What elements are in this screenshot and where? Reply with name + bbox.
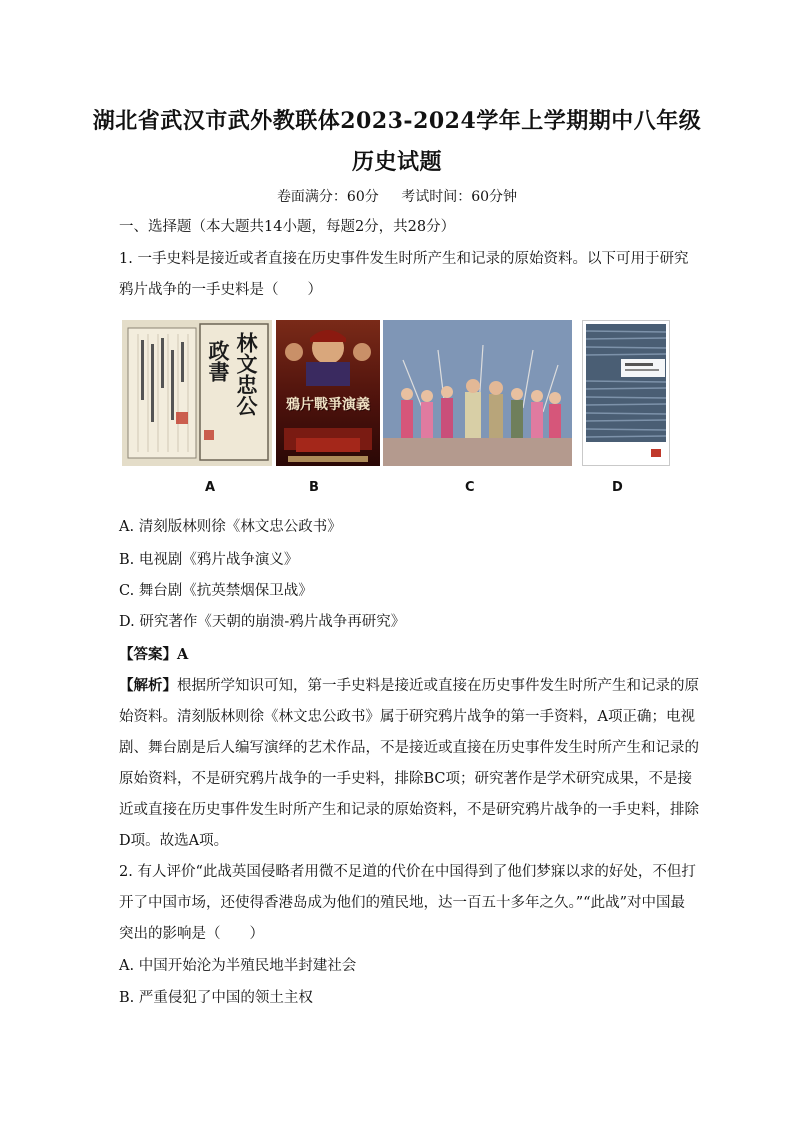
figure-b-tv-poster xyxy=(276,320,380,466)
q1-answer: 【答案】A xyxy=(119,646,189,663)
figure-c-stage-play xyxy=(383,320,572,466)
q1-stem-line2: 鸦片战争的一手史料是（ ） xyxy=(119,282,322,298)
q1-option-c: C. 舞台剧《抗英禁烟保卫战》 xyxy=(119,583,313,599)
figure-a-ancient-book xyxy=(122,320,272,466)
q2-stem-line1: 2. 有人评价“此战英国侵略者用微不足道的代价在中国得到了他们梦寐以求的好处，不但打 xyxy=(119,864,696,880)
q1-option-d: D. 研究著作《天朝的崩溃-鸦片战争再研究》 xyxy=(119,614,406,630)
figure-d-research-book xyxy=(582,320,670,466)
q1-analysis-line4: 原始资料，不是研究鸦片战争的一手史料，排除BC项；研究著作是学术研究成果，不是接 xyxy=(119,771,693,787)
book-subtitle-vertical: 政書 xyxy=(206,340,231,382)
figure-label-a: A xyxy=(205,480,216,495)
full-score: 卷面满分：60分 xyxy=(276,189,379,205)
q1-analysis-line2: 始资料。清刻版林则徐《林文忠公政书》属于研究鸦片战争的第一手资料，A项正确；电视 xyxy=(119,709,695,725)
q2-stem-line2: 开了中国市场，还使得香港岛成为他们的殖民地，达一百五十多年之久。”“此战”对中国最 xyxy=(119,895,685,911)
exam-title: 湖北省武汉市武外教联体2023-2024学年上学期期中八年级 xyxy=(92,108,702,134)
book-title-vertical: 林文忠公 xyxy=(234,332,259,416)
tv-poster-title: 鴉片戰爭演義 xyxy=(286,397,370,413)
tv-poster-image xyxy=(276,320,380,466)
q1-analysis-line1: 【解析】根据所学知识可知，第一手史料是接近或直接在历史事件发生时所产生和记录的原 xyxy=(119,677,699,694)
figure-label-d: D xyxy=(612,480,623,495)
section-heading: 一、选择题（本大题共14小题，每题2分，共28分） xyxy=(119,219,456,235)
q2-option-a: A. 中国开始沦为半殖民地半封建社会 xyxy=(119,958,357,974)
q1-analysis-line3: 剧、舞台剧是后人编写演绎的艺术作品，不是接近或直接在历史事件发生时所产生和记录的 xyxy=(119,740,699,756)
exam-meta xyxy=(0,186,794,206)
stage-play-image xyxy=(383,320,572,466)
q1-analysis-line6: D项。故选A项。 xyxy=(119,833,229,849)
analysis-label: 【解析】 xyxy=(119,677,177,694)
figure-label-b: B xyxy=(309,480,319,495)
q2-stem-line3: 突出的影响是（ ） xyxy=(119,926,264,942)
q1-option-a: A. 清刻版林则徐《林文忠公政书》 xyxy=(119,519,342,535)
q2-option-b: B. 严重侵犯了中国的领土主权 xyxy=(119,990,313,1006)
q1-stem-line1: 1. 一手史料是接近或者直接在历史事件发生时所产生和记录的原始资料。以下可用于研究 xyxy=(119,251,689,267)
q1-analysis-line5: 近或直接在历史事件发生时所产生和记录的原始资料，不是研究鸦片战争的一手史料，排除 xyxy=(119,802,699,818)
figure-label-c: C xyxy=(465,480,475,495)
q1-option-b: B. 电视剧《鸦片战争演义》 xyxy=(119,552,299,568)
exam-time: 考试时间：60分钟 xyxy=(401,189,518,205)
exam-subtitle: 历史试题 xyxy=(351,149,442,175)
research-book-image xyxy=(583,321,669,465)
